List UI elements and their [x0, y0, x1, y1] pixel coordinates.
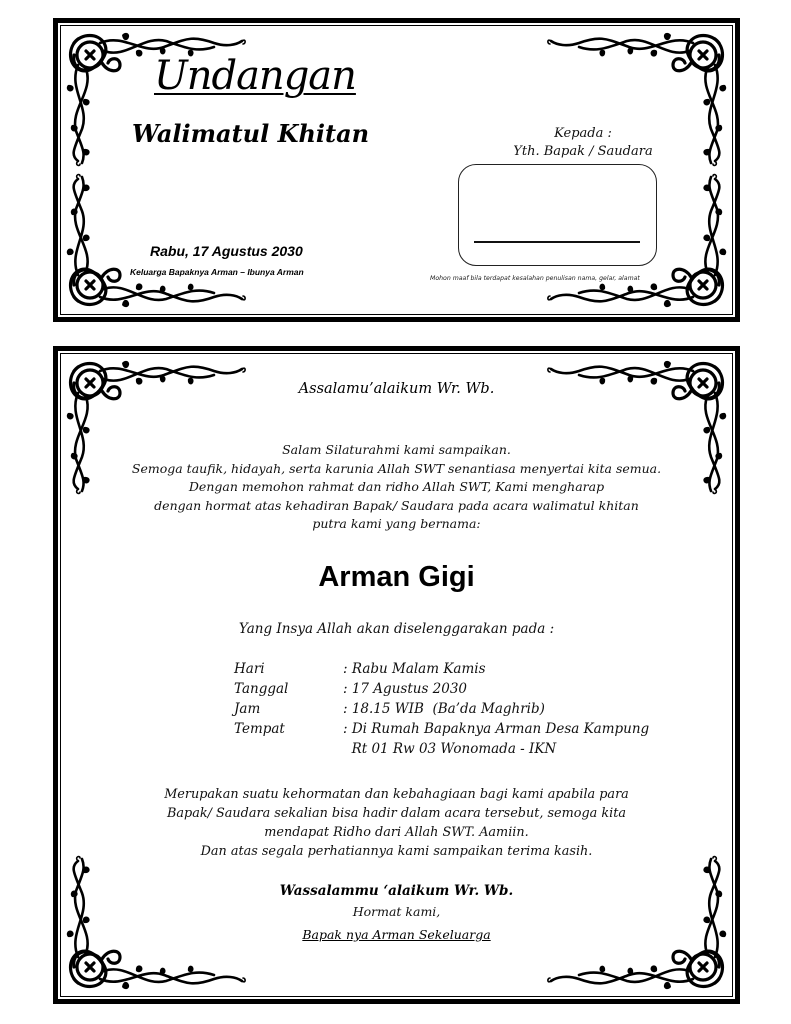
detail-label: Tempat: [234, 721, 285, 737]
event-details: [234, 659, 649, 759]
intro-line: putra kami yang bernama:: [312, 516, 481, 531]
detail-value: : Di Rumah Bapaknya Arman Desa Kampung: [343, 721, 650, 737]
detail-value: : 17 Agustus 2030: [343, 681, 468, 697]
schedule-intro: Yang Insya Allah akan diselenggarakan pada :: [238, 621, 555, 637]
closing-line: Dan atas segala perhatiannya kami sampaikan terima kasih.: [200, 844, 593, 859]
recipient-salutation: Yth. Bapak / Saudara: [513, 144, 653, 159]
closing-greeting: Wassalammu ‘alaikum Wr. Wb.: [279, 883, 514, 899]
intro-line: Salam Silaturahmi kami sampaikan.: [282, 442, 511, 457]
intro-paragraph: [98, 441, 695, 534]
detail-row-day: [234, 659, 649, 679]
recipient-address-box[interactable]: [458, 164, 657, 266]
regards: Hormat kami,: [352, 904, 441, 919]
intro-line: dengan hormat atas kehadiran Bapak/ Saudara pada acara walimatul khitan: [154, 497, 639, 513]
apology-note: Mohon maaf bila terdapat kesalahan penulisan nama, gelar, alamat: [430, 275, 640, 282]
detail-label: Tanggal: [234, 681, 289, 697]
closing-line: Merupakan suatu kehormatan dan kebahagiaan bagi kami apabila para: [164, 787, 629, 802]
ornament-corner-icon: [64, 171, 254, 311]
detail-value: : Rabu Malam Kamis: [343, 661, 486, 677]
intro-line: Dengan memohon rahmat dan ridho Allah SWT, Kami mengharap: [188, 479, 605, 494]
detail-row-time: [234, 699, 649, 719]
event-date: Rabu, 17 Agustus 2030: [150, 243, 303, 259]
recipient-to-label: Kepada :: [554, 126, 612, 141]
child-name: Arman Gigi: [318, 561, 475, 593]
recipient-header: [478, 125, 688, 161]
invitation-cover-card: [53, 18, 740, 322]
ornament-corner-icon: [539, 853, 729, 993]
opening-greeting: Assalamu’alaikum Wr. Wb.: [298, 381, 495, 397]
invitation-title: Undangan: [154, 53, 356, 99]
detail-label: [234, 739, 343, 759]
recipient-name-line[interactable]: [474, 241, 640, 243]
signature: Bapak nya Arman Sekeluarga: [302, 927, 491, 942]
closing-line: mendapat Ridho dari Allah SWT. Aamiin.: [264, 825, 529, 840]
ornament-corner-icon: [64, 853, 254, 993]
detail-label: Jam: [234, 701, 261, 717]
detail-value: Rt 01 Rw 03 Wonomada - IKN: [343, 741, 557, 757]
event-subtitle: Walimatul Khitan: [132, 119, 370, 148]
detail-row-date: [234, 679, 649, 699]
invitation-content-card: [53, 346, 740, 1004]
detail-value: : 18.15 WIB (Ba’da Maghrib): [343, 701, 545, 717]
detail-row-place-cont: [234, 739, 649, 759]
host-family: Keluarga Bapaknya Arman – Ibunya Arman: [130, 267, 304, 277]
closing-line: Bapak/ Saudara sekalian bisa hadir dalam acara tersebut, semoga kita: [167, 806, 626, 821]
ornament-corner-icon: [64, 29, 254, 169]
detail-label: Hari: [234, 661, 265, 677]
intro-line: Semoga taufik, hidayah, serta karunia Allah SWT senantiasa menyertai kita semua.: [131, 460, 662, 476]
detail-row-place: [234, 719, 649, 739]
closing-paragraph: [98, 785, 695, 861]
